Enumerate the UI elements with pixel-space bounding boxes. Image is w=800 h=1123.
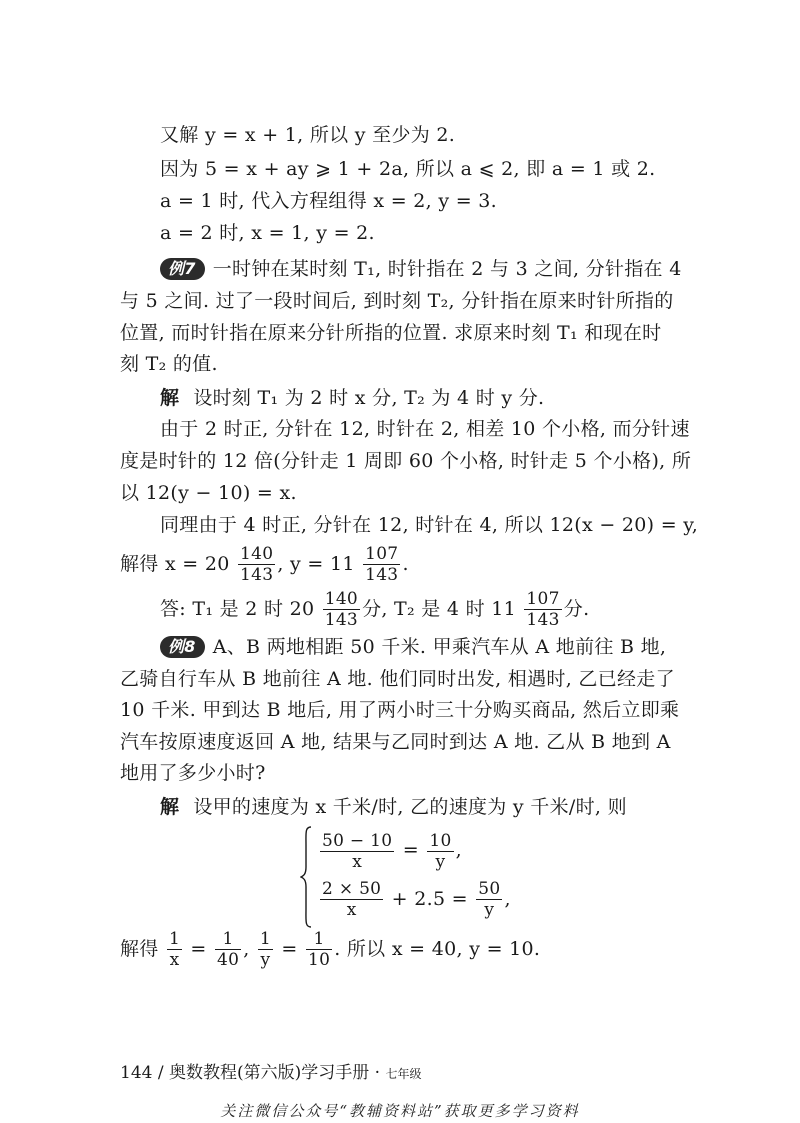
- result-text: =: [281, 937, 298, 960]
- text-line: 乙骑自行车从 B 地前往 A 地. 他们同时出发, 相遇时, 乙已经走了: [120, 667, 675, 690]
- text-line: a = 1 时, 代入方程组得 x = 2, y = 3.: [160, 189, 498, 212]
- text-line: 10 千米. 甲到达 B 地后, 用了两小时三十分购买商品, 然后立即乘: [120, 699, 680, 722]
- solution-text: 设时刻 T₁ 为 2 时 x 分, T₂ 为 4 时 y 分.: [193, 386, 545, 409]
- brace-icon: [300, 825, 312, 929]
- result-text: , y = 11: [277, 552, 355, 575]
- answer-text: 答: T₁ 是 2 时 20: [160, 597, 315, 620]
- text-line: 由于 2 时正, 分针在 12, 时针在 2, 相差 10 个小格, 而分针速: [160, 418, 690, 441]
- fraction: $\frac{50 - 10}{x}$: [322, 830, 393, 872]
- text-line: 刻 T₂ 的值.: [120, 353, 218, 376]
- example-badge: 例8: [160, 636, 205, 658]
- text-line: 以 12(y − 10) = x.: [120, 481, 297, 504]
- fraction: $\frac{50}{y}$: [478, 879, 501, 921]
- fraction: $\frac{10}{y}$: [429, 830, 452, 872]
- equation-2: [318, 875, 511, 923]
- result-text: .: [402, 552, 409, 575]
- solution-7-line: [160, 384, 544, 412]
- example-text: A、B 两地相距 50 千米. 甲乘汽车从 A 地前往 B 地,: [212, 635, 667, 658]
- solution-keyword: 解: [160, 386, 180, 409]
- answer-text: 分, T₂ 是 4 时 11: [362, 597, 517, 620]
- fraction: $\frac{1}{40}$: [217, 929, 240, 971]
- example-badge: 例7: [160, 258, 205, 280]
- text-line: 位置, 而时针指在原来分针所指的位置. 求原来时刻 T₁ 和现在时: [120, 321, 662, 344]
- result-text: =: [190, 937, 207, 960]
- result-text: 解得 x = 20: [120, 552, 230, 575]
- example-8-line: [160, 633, 666, 661]
- fraction: $\frac{1}{y}$: [259, 929, 272, 971]
- page-footer: [120, 1058, 422, 1083]
- watermark-text: 关注微信公众号“教辅资料站”获取更多学习资料: [220, 1102, 580, 1120]
- text-line: 与 5 之间. 过了一段时间后, 到时刻 T₂, 分针指在原来时针所指的: [120, 290, 674, 312]
- solution-text: 设甲的速度为 x 千米/时, 乙的速度为 y 千米/时, 则: [193, 795, 627, 818]
- result-text: . 所以 x = 40, y = 10.: [334, 937, 541, 960]
- solution-8-line: [160, 793, 627, 821]
- fraction: $\frac{107}{143}$: [526, 589, 560, 631]
- equation-text: =: [402, 839, 419, 862]
- equation-text: ,: [504, 887, 511, 910]
- page-number: 144: [120, 1063, 153, 1083]
- result-line: [120, 540, 409, 588]
- fraction: $\frac{107}{143}$: [365, 544, 399, 586]
- fraction: $\frac{2 \times 50}{x}$: [322, 879, 382, 921]
- fraction: $\frac{140}{143}$: [324, 589, 359, 631]
- fraction: $\frac{1}{x}$: [168, 929, 181, 971]
- example-text: 一时钟在某时刻 T₁, 时针指在 2 与 3 之间, 分针指在 4: [212, 258, 682, 281]
- text-line: a = 2 时, x = 1, y = 2.: [160, 222, 375, 245]
- solution-keyword: 解: [160, 795, 180, 818]
- equation-text: + 2.5 =: [391, 887, 468, 910]
- fraction: $\frac{140}{143}$: [239, 544, 274, 586]
- result-line: [120, 925, 540, 973]
- answer-line: [160, 585, 589, 633]
- equation-1: [318, 826, 462, 874]
- text-line: 又解 y = x + 1, 所以 y 至少为 2.: [160, 124, 456, 147]
- example-7-line: [160, 255, 682, 283]
- text-line: 同理由于 4 时正, 分针在 12, 时针在 4, 所以 12(x − 20) = y,: [160, 514, 699, 537]
- fraction: $\frac{1}{10}$: [307, 929, 331, 971]
- book-title: 奥数教程(第六版)学习手册: [169, 1063, 370, 1083]
- text-line: 汽车按原速度返回 A 地, 结果与乙同时到达 A 地. 乙从 B 地到 A: [120, 730, 671, 753]
- grade-label: 七年级: [385, 1067, 422, 1081]
- text-line: 度是时针的 12 倍(分针走 1 周即 60 个小格, 时针走 5 个小格), 所: [120, 449, 692, 472]
- result-text: 解得: [120, 937, 159, 960]
- text-line: 因为 5 = x + ay ⩾ 1 + 2a, 所以 a ⩽ 2, 即 a = 1 或 2.: [160, 157, 656, 180]
- footer-dot: ·: [374, 1063, 381, 1083]
- equation-text: ,: [455, 839, 462, 862]
- result-text: ,: [243, 937, 250, 960]
- footer-separator: /: [157, 1063, 164, 1083]
- text-line: 地用了多少小时?: [120, 762, 266, 785]
- answer-text: 分.: [563, 597, 590, 620]
